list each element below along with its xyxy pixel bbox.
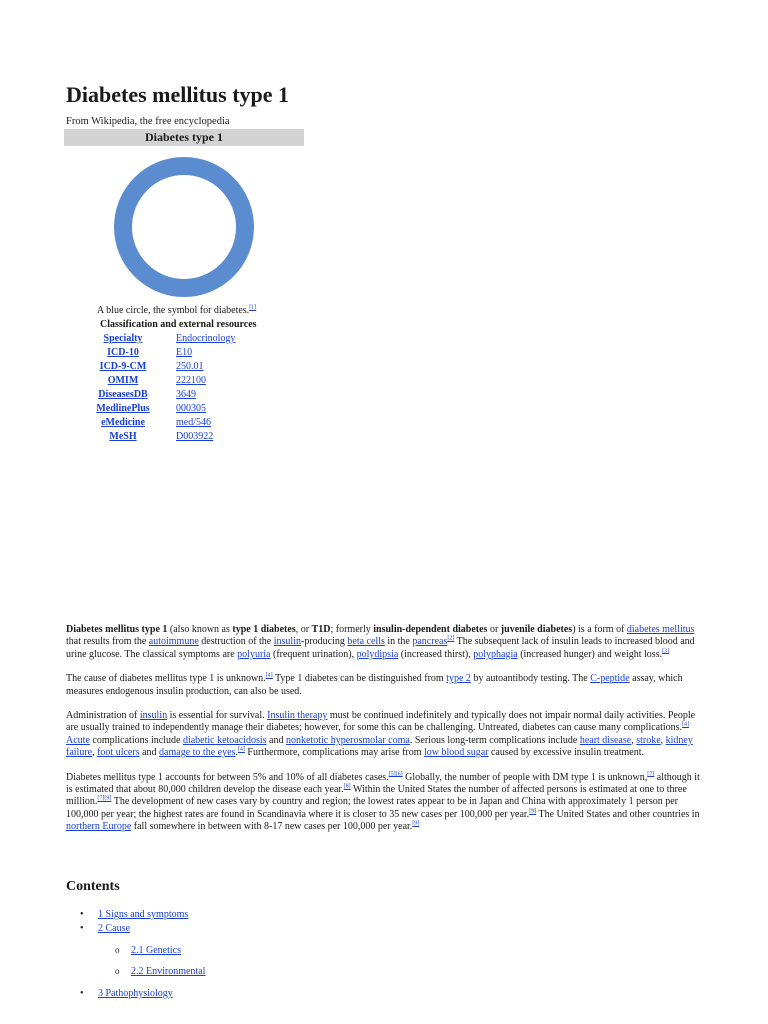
omim-key-link[interactable]: OMIM xyxy=(107,375,139,386)
toc-link-pathophysiology[interactable]: 3 Pathophysiology xyxy=(98,988,173,999)
diseasesdb-key-link[interactable]: DiseasesDB xyxy=(98,389,148,400)
text-run: The cause of diabetes mellitus type 1 is unknown. xyxy=(66,673,266,685)
ref-link[interactable]: [9] xyxy=(529,808,537,815)
damage-to-the-eyes-link[interactable]: damage to the eyes xyxy=(159,747,236,759)
infobox-table xyxy=(82,332,235,444)
text-run: The development of new cases vary by country and region; the lowest rates appear to be in Japan and China with approximately 1 person per 100,000 per year; the highest rates are found in Scandinavia where it is closer to 35 new cases per 100,000 per year. xyxy=(66,796,678,820)
toc-subitem xyxy=(66,944,205,958)
acute-link[interactable]: Acute xyxy=(66,734,90,746)
c-peptide-link[interactable]: C-peptide xyxy=(590,673,630,685)
medlineplus-value-link[interactable]: 000305 xyxy=(176,403,206,414)
text-run: Within the United States the number of affected persons is estimated at one to three million. xyxy=(66,784,687,808)
infobox-header: Diabetes type 1 xyxy=(64,129,304,146)
diseasesdb-value-link[interactable]: 3649 xyxy=(176,389,196,400)
text-run: (increased thirst), xyxy=(398,648,474,660)
toc-subitem xyxy=(66,965,205,979)
infobox-row-medlineplus xyxy=(82,402,235,416)
heart-disease-link[interactable]: heart disease xyxy=(579,734,632,746)
polyuria-link[interactable]: polyuria xyxy=(237,648,271,660)
stroke-link[interactable]: stroke xyxy=(636,734,661,746)
foot-ulcers-link[interactable]: foot ulcers xyxy=(97,747,140,759)
ref-link[interactable]: [2] xyxy=(447,636,455,643)
text-run: , xyxy=(631,734,637,746)
icd9cm-key-link[interactable]: ICD-9-CM xyxy=(99,361,147,372)
emedicine-key-link[interactable]: eMedicine xyxy=(101,417,145,428)
ref-link[interactable]: [8] xyxy=(343,783,351,790)
blue-circle-ring xyxy=(123,166,245,288)
text-run: complications include xyxy=(89,734,183,746)
text-run: , or xyxy=(295,624,312,635)
infobox-row-emedicine xyxy=(82,416,235,430)
toc-item xyxy=(66,922,205,936)
text-run: although it is estimated that about 80,000 children develop the disease each year. xyxy=(66,771,700,796)
insulin-link[interactable]: insulin xyxy=(273,636,301,648)
text-run: in the xyxy=(384,636,413,648)
infobox-row-specialty xyxy=(82,332,235,346)
text-run: Type 1 diabetes can be distinguished from xyxy=(272,673,447,685)
mesh-value-link[interactable]: D003922 xyxy=(176,431,214,442)
text-run: by autoantibody testing. The xyxy=(470,673,591,685)
treatment-paragraph xyxy=(66,710,706,760)
text-run: (frequent urination), xyxy=(270,648,357,660)
ref-link[interactable]: [5][6] xyxy=(388,771,403,778)
icd10-key-link[interactable]: ICD-10 xyxy=(107,347,139,358)
text-run: The United States and other countries in xyxy=(536,808,700,820)
blue-circle-icon[interactable] xyxy=(114,157,254,297)
caption-text: A blue circle, the symbol for diabetes. xyxy=(97,305,250,316)
text-run: assay, which measures endogenous insulin production, can also be used. xyxy=(66,673,683,697)
article-body xyxy=(66,624,706,846)
text-run: ) is a form of xyxy=(572,624,627,635)
polyphagia-link[interactable]: polyphagia xyxy=(473,648,518,660)
nonketotic-hyperosmolar-coma-link[interactable]: nonketotic hyperosmolar coma xyxy=(285,734,410,746)
insulin-therapy-link[interactable]: Insulin therapy xyxy=(267,710,328,722)
text-run: (also known as xyxy=(167,624,233,635)
page-title: Diabetes mellitus type 1 xyxy=(66,82,290,107)
beta-cells-link[interactable]: beta cells xyxy=(347,636,385,648)
text-run: caused by excessive insulin treatment. xyxy=(488,747,644,759)
table-of-contents xyxy=(66,908,205,1001)
text-run: ; formerly xyxy=(330,624,374,635)
ref-link[interactable]: [4] xyxy=(237,746,245,753)
text-run: , xyxy=(92,747,98,759)
ref-link[interactable]: [4] xyxy=(682,722,690,729)
text-run: is essential for survival. xyxy=(167,710,268,722)
northern-europe-link[interactable]: northern Europe xyxy=(66,821,132,833)
term-bold: juvenile diabetes xyxy=(500,624,573,635)
epidemiology-paragraph xyxy=(66,772,706,834)
infobox-row-icd10 xyxy=(82,346,235,360)
mesh-key-link[interactable]: MeSH xyxy=(109,431,137,442)
text-run: Diabetes mellitus type 1 accounts for between 5% and 10% of all diabetes cases. xyxy=(66,771,389,783)
ref-link[interactable]: [7] xyxy=(647,771,655,778)
toc-link-environmental[interactable]: 2.2 Environmental xyxy=(131,966,206,977)
type-2-link[interactable]: type 2 xyxy=(446,673,471,685)
term-bold: T1D xyxy=(311,624,331,635)
text-run: or xyxy=(487,624,501,635)
icd10-value-link[interactable]: E10 xyxy=(176,347,193,358)
emedicine-value-link[interactable]: med/546 xyxy=(176,417,211,428)
diabetic-ketoacidosis-link[interactable]: diabetic ketoacidosis xyxy=(182,734,267,746)
specialty-key-link[interactable]: Specialty xyxy=(103,333,143,344)
text-run: Globally, the number of people with DM type 1 is unknown, xyxy=(402,771,648,783)
term-bold: insulin-dependent diabetes xyxy=(373,624,488,635)
icd9cm-value-link[interactable]: 250.01 xyxy=(176,361,204,372)
diabetes-mellitus-link[interactable]: diabetes mellitus xyxy=(626,624,695,635)
caption-ref-link[interactable]: [1] xyxy=(249,304,257,311)
infobox-row-mesh xyxy=(82,430,235,444)
medlineplus-key-link[interactable]: MedlinePlus xyxy=(96,403,150,414)
infobox-row-diseasesdb xyxy=(82,388,235,402)
low-blood-sugar-link[interactable]: low blood sugar xyxy=(424,747,489,759)
omim-value-link[interactable]: 222100 xyxy=(176,375,206,386)
intro-paragraph xyxy=(66,624,706,661)
pancreas-link[interactable]: pancreas xyxy=(412,636,448,648)
infobox-row-omim xyxy=(82,374,235,388)
specialty-value-link[interactable]: Endocrinology xyxy=(176,333,236,344)
toc-item xyxy=(66,908,205,922)
text-run: . Serious long-term complications include xyxy=(409,734,580,746)
infobox-row-icd9cm xyxy=(82,360,235,374)
text-run: and xyxy=(266,734,286,746)
text-run: (increased hunger) and weight loss. xyxy=(517,648,663,660)
text-run: Furthermore, complications may arise from xyxy=(244,747,425,759)
toc-link-signs-and-symptoms[interactable]: 1 Signs and symptoms xyxy=(98,909,189,920)
ref-link[interactable]: [3] xyxy=(662,648,670,655)
kidney-failure-link[interactable]: kidney failure xyxy=(66,734,693,759)
text-run: fall somewhere in between with 8-17 new cases per 100,000 per year. xyxy=(131,821,413,833)
ref-link[interactable]: [4] xyxy=(265,672,273,679)
term-bold: type 1 diabetes xyxy=(232,624,296,635)
text-run: that results from the xyxy=(66,636,149,648)
polydipsia-link[interactable]: polydipsia xyxy=(356,648,399,660)
text-run: must be continued indefinitely and typically does not impair normal daily activities. People are usually trained to independently manage their diabetes; however, for some this can be challenging. Untreated, diabetes can cause many complications. xyxy=(66,710,696,734)
infobox-caption xyxy=(97,305,256,316)
toc-item xyxy=(66,987,205,1001)
text-run: , xyxy=(660,734,666,746)
text-run: and xyxy=(139,747,160,759)
ref-link[interactable]: [9] xyxy=(412,820,420,827)
insulin-link[interactable]: insulin xyxy=(139,710,168,722)
text-run: destruction of the xyxy=(198,636,274,648)
text-run: -producing xyxy=(300,636,348,648)
toc-link-genetics[interactable]: 2.1 Genetics xyxy=(131,945,181,956)
text-run: The subsequent lack of insulin leads to increased blood and urine glucose. The classical symptoms are xyxy=(66,636,695,660)
contents-heading: Contents xyxy=(66,879,120,894)
cause-paragraph xyxy=(66,673,706,698)
text-run: . xyxy=(235,747,238,759)
term-bold: Diabetes mellitus type 1 xyxy=(66,624,168,635)
page-subtitle: From Wikipedia, the free encyclopedia xyxy=(66,116,230,127)
classification-heading: Classification and external resources xyxy=(100,319,257,330)
ref-link[interactable]: [7][9] xyxy=(97,796,112,803)
autoimmune-link[interactable]: autoimmune xyxy=(148,636,199,648)
text-run: Administration of xyxy=(66,710,140,722)
toc-link-cause[interactable]: 2 Cause xyxy=(98,923,130,934)
